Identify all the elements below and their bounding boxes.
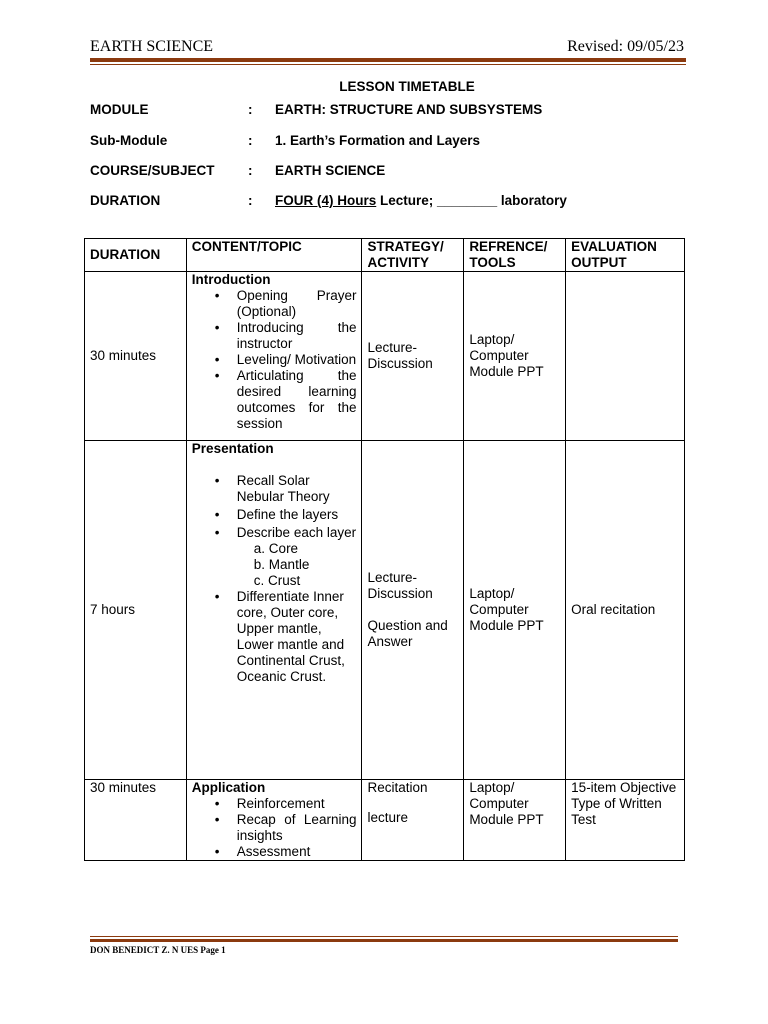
row1-topic: Introduction — [191, 272, 271, 287]
header-evaluation: EVALUATION OUTPUT — [566, 239, 685, 272]
sub-item: c. Crust — [253, 573, 301, 588]
header-rule-thin — [90, 64, 686, 65]
row2-duration: 7 hours — [85, 441, 187, 780]
colon: : — [248, 133, 253, 148]
header-reference: REFRENCE/ TOOLS — [464, 239, 566, 272]
colon: : — [248, 163, 253, 178]
list-item: • Introducing the instructor — [237, 320, 357, 352]
row3-tools: Laptop/ Computer Module PPT — [464, 780, 566, 861]
list-item: • Differentiate Inner core, Outer core, Upper mantle, Lower mantle and Continental Crust, Oceanic Crust. — [237, 589, 357, 685]
row2-strategy — [362, 441, 464, 780]
row1-strategy: Lecture-Discussion — [362, 272, 464, 441]
header-revised-date: Revised: 09/05/23 — [567, 38, 684, 55]
row2-strategy-1: Lecture-Discussion — [367, 570, 433, 601]
duration-value — [275, 193, 567, 208]
row3-strategy-1: Recitation — [367, 780, 428, 795]
header-content-topic: CONTENT/TOPIC — [186, 239, 362, 272]
module-value: EARTH: STRUCTURE AND SUBSYSTEMS — [275, 102, 543, 117]
table-row — [85, 441, 685, 780]
row3-duration: 30 minutes — [85, 780, 187, 861]
row2-list-cont — [192, 589, 357, 685]
list-item: • Opening Prayer (Optional) — [237, 288, 357, 320]
sub-item: a. Core — [253, 541, 299, 556]
list-item: • Recap of Learning insights — [237, 812, 357, 844]
footer-rule-thick — [90, 939, 678, 942]
duration-label: DURATION — [90, 193, 161, 208]
row3-content — [186, 780, 362, 861]
footer-text: DON BENEDICT Z. N UES Page 1 — [90, 945, 226, 955]
list-item: • Reinforcement — [237, 796, 357, 812]
row2-topic: Presentation — [191, 441, 274, 456]
list-item: • Recall Solar Nebular Theory — [237, 473, 357, 505]
duration-rest: Lecture; ________ laboratory — [376, 193, 567, 208]
list-item: • Articulating the desired learning outcomes for the session — [237, 368, 357, 432]
row2-list — [192, 473, 357, 541]
table-row — [85, 780, 685, 861]
row3-evaluation: 15-item Objective Type of Written Test — [566, 780, 685, 861]
list-item: • Define the layers — [237, 507, 357, 523]
submodule-value: 1. Earth’s Formation and Layers — [275, 133, 481, 148]
list-item: • Leveling/ Motivation — [237, 352, 357, 368]
colon: : — [248, 102, 253, 117]
module-label: MODULE — [90, 102, 149, 117]
header-strategy: STRATEGY/ ACTIVITY — [362, 239, 464, 272]
row1-duration: 30 minutes — [85, 272, 187, 441]
row3-strategy-2: lecture — [367, 810, 408, 825]
document-title: LESSON TIMETABLE — [339, 79, 475, 94]
lesson-timetable — [84, 238, 685, 861]
table-header-row — [85, 239, 685, 272]
row2-content — [186, 441, 362, 780]
row3-list — [192, 796, 357, 860]
row2-evaluation: Oral recitation — [566, 441, 685, 780]
submodule-label: Sub-Module — [90, 133, 168, 148]
colon: : — [248, 193, 253, 208]
row1-tools: Laptop/ Computer Module PPT — [464, 272, 566, 441]
footer-rule-thin — [90, 936, 678, 937]
row1-evaluation — [566, 272, 685, 441]
row2-strategy-2: Question and Answer — [367, 618, 448, 649]
list-item: • Describe each layer — [237, 525, 357, 541]
list-item: • Assessment — [237, 844, 357, 860]
course-label: COURSE/SUBJECT — [90, 163, 215, 178]
row3-strategy — [362, 780, 464, 861]
header-subject: EARTH SCIENCE — [90, 38, 214, 55]
row3-topic: Application — [191, 780, 266, 795]
row2-tools: Laptop/ Computer Module PPT — [464, 441, 566, 780]
course-value: EARTH SCIENCE — [275, 163, 386, 178]
row1-content — [186, 272, 362, 441]
row2-sublist — [192, 541, 357, 589]
row1-list — [192, 288, 357, 432]
duration-hours: FOUR (4) Hours — [275, 193, 377, 208]
header-rule-thick — [90, 58, 686, 62]
sub-item: b. Mantle — [253, 557, 310, 572]
table-row — [85, 272, 685, 441]
header-duration: DURATION — [85, 239, 187, 272]
